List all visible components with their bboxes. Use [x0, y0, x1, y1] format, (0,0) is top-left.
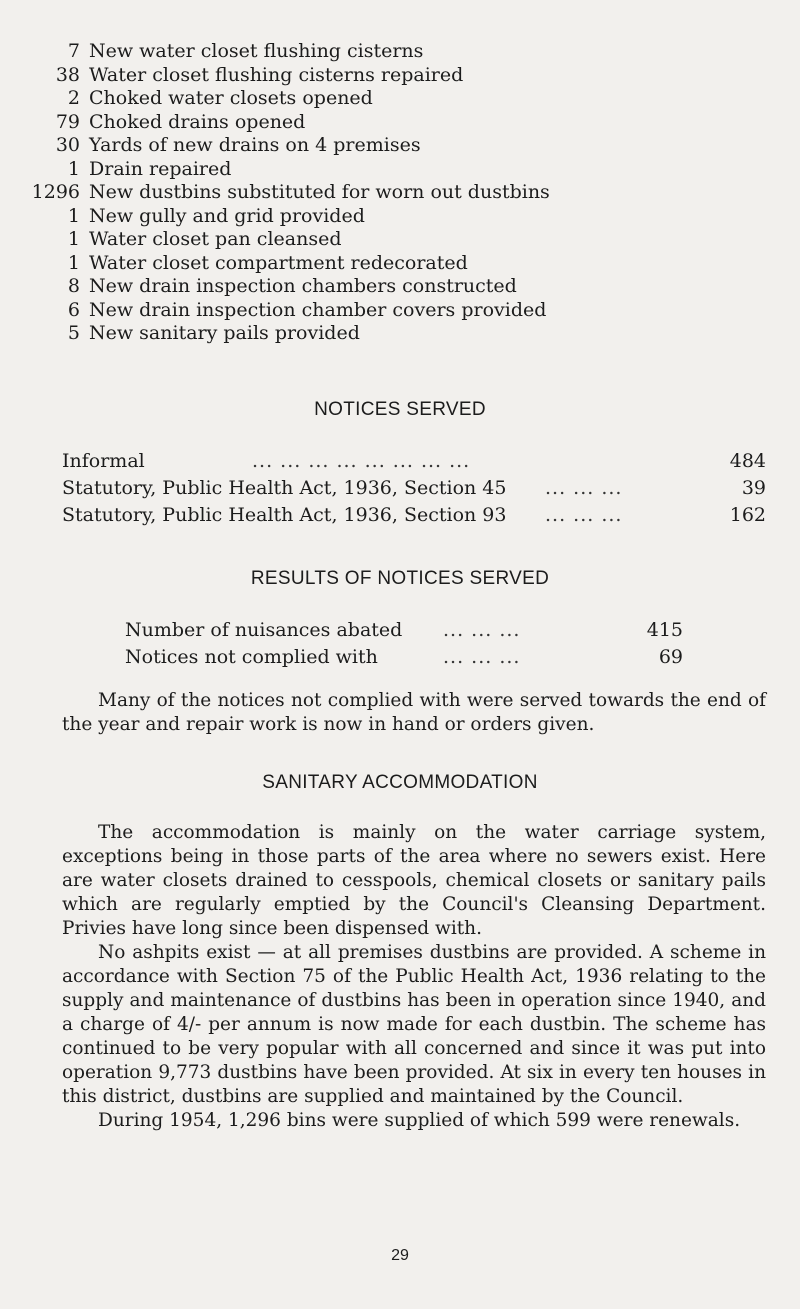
list-item: 1 Water closet compartment redecorated: [67, 251, 468, 274]
list-item: 30 Yards of new drains on 4 premises: [55, 134, 421, 156]
table-row: Statutory, Public Health Act, 1936, Section 93 ... ... ... 162: [62, 504, 766, 526]
notices-served-table: [62, 448, 766, 529]
list-item: 5 New sanitary pails provided: [67, 322, 360, 344]
table-row: Informal ... ... ... ... ... ... ... ... 484: [62, 450, 766, 472]
paragraph: During 1954, 1,296 bins were supplied of which 599 were renewals.: [98, 1110, 741, 1131]
list-item: 2 Choked water closets opened: [67, 87, 373, 109]
list-item: 79 Choked drains opened: [55, 110, 306, 133]
results-heading: RESULTS OF NOTICES SERVED: [250, 568, 550, 589]
results-note: [62, 689, 766, 737]
page-number: 29: [391, 1247, 409, 1264]
list-item: 6 New drain inspection chamber covers provided: [67, 298, 547, 321]
sanitary-body: [62, 821, 766, 1133]
list-item: 1 Water closet pan cleansed: [67, 228, 342, 250]
results-note-text: Many of the notices not complied with were served towards the end of the year and repair work is now in hand or orders given.: [62, 690, 766, 735]
table-row: Statutory, Public Health Act, 1936, Section 45 ... ... ... 39: [62, 477, 766, 499]
list-item: 38 Water closet flushing cisterns repaired: [55, 63, 464, 86]
list-item: 7 New water closet flushing cisterns: [67, 40, 424, 62]
list-item: 1 New gully and grid provided: [67, 204, 365, 227]
table-row: Notices not complied with ... ... ... 69: [125, 646, 683, 668]
list-item: 8 New drain inspection chambers constructed: [67, 275, 517, 297]
paragraph: The accommodation is mainly on the water carriage system, exceptions being in those parts of the area where no sewers exist. Here are water closets drained to cesspools, chemical closets or sanitary pails which are regularly emptied by the Council's Cleansing Department. Privies have long since been dispensed with.: [62, 822, 766, 939]
works-list: [0, 40, 800, 346]
results-table: [125, 617, 683, 671]
sanitary-heading: SANITARY ACCOMMODATION: [262, 772, 538, 793]
list-item: 1296 New dustbins substituted for worn out dustbins: [31, 181, 550, 203]
paragraph: No ashpits exist — at all premises dustbins are provided. A scheme in accordance with Section 75 of the Public Health Act, 1936 relating to the supply and maintenance of dustbins has been in operation since 1940, and a charge of 4/- per annum is now made for each dustbin. The scheme has continued to be very popular with all concerned and since it was put into operation 9,773 dustbins have been provided. At six in every ten houses in this district, dustbins are supplied and maintained by the Council.: [62, 942, 766, 1107]
list-item: 1 Drain repaired: [67, 157, 232, 180]
table-row: Number of nuisances abated ... ... ... 415: [125, 619, 683, 641]
notices-served-heading: NOTICES SERVED: [314, 399, 486, 420]
